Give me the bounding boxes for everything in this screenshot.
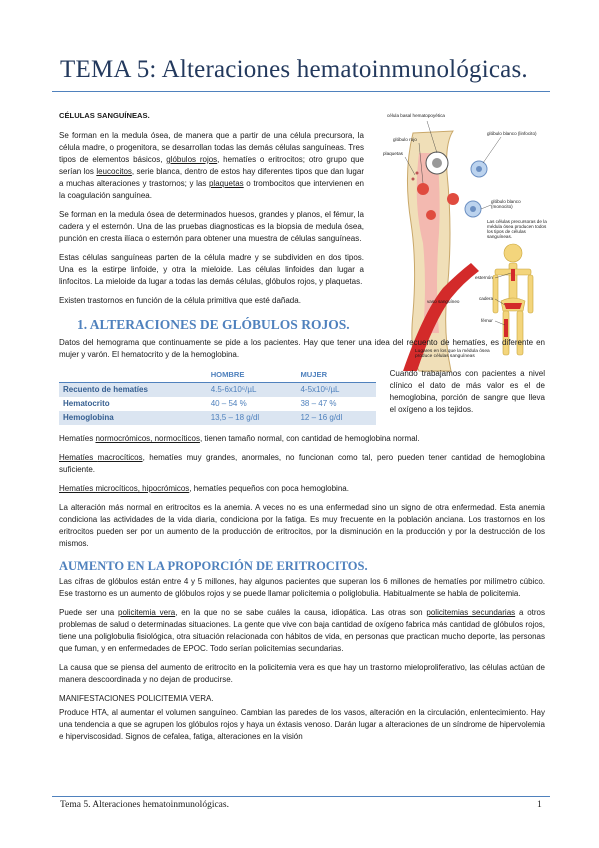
table-row <box>59 411 376 425</box>
term-normocromicos: normocrómicos, normocíticos <box>95 434 200 443</box>
paragraph-lineages: Estas células sanguíneas parten de la célula madre y se subdividen en dos tipos. Una es la estirpe linfoide, y otra la mieloide. Las células linfoides dan lugar a linfocitos. La mieloide da lugar a todas las demás células, glóbulos rojos, y plaquetas. <box>59 253 364 286</box>
cell-mujer: 38 – 47 % <box>300 399 337 408</box>
text-span: Hematíes <box>59 484 96 493</box>
text-span: , hematíes o eritrocitos; otro grupo que serían los <box>59 155 364 176</box>
hemogram-table <box>59 368 376 425</box>
column-header-hombre: HOMBRE <box>207 368 297 383</box>
paragraph-hemograma: Datos del hemograma que continuamente se pide a los pacientes. Hay que tener una idea del recuento de hematíes, es diferente en mujer y varón. El hematocrito y de la hemoglobina. <box>59 338 545 359</box>
figure-label-blanco: glóbulo blanco (linfocito) <box>487 131 537 136</box>
text-span: , en la que no se sabe cuáles la causa, idiopática. Las otras son <box>175 608 427 617</box>
paragraph-causa: La causa que se piensa del aumento de eritrocito en la policitemia vera es que hay un trastorno mieloproliferativo, las células actúan de manera descoordinada y no dejan de producirse. <box>59 663 545 684</box>
term-plaquetas: plaquetas <box>208 179 244 188</box>
paragraph-normocromicos <box>59 433 545 445</box>
document-body <box>59 110 545 750</box>
cell-mujer: 4-5x10⁶/µL <box>296 383 375 398</box>
paragraph-formation <box>59 130 364 202</box>
paragraph-policitemia-tipos <box>59 607 545 655</box>
intro-column <box>59 110 364 307</box>
title-rule <box>52 91 550 92</box>
paragraph-anemia: La alteración más normal en eritrocitos es la anemia. A veces no es una enfermedad sino un signo de otra enfermedad. Esta anemia condiciona las actividades de la vida diaria, condiciona por la fatiga. Es muy frecuente en la población anciana. Los trastornos en los eritrocitos pueden ser por un aumento de la producción de eritrocitos, por la disminución en la producción y por la destrucción de los mismos. <box>59 503 545 548</box>
term-macrociticos: macrocíticos <box>97 453 143 462</box>
section-heading-celulas: CÉLULAS SANGUÍNEAS. <box>59 111 150 120</box>
text-span: Hematíes <box>59 453 98 462</box>
term-leucocitos: leucocitos <box>96 167 132 176</box>
text-span: , tienen tamaño normal, con cantidad de hemoglobina normal. <box>199 434 420 443</box>
figure-label-esternon: esternón <box>475 275 493 280</box>
term-policitemia-vera: policitemia vera <box>118 608 176 617</box>
paragraph-cifras: Las cifras de glóbulos están entre 4 y 5 millones, hay algunos pacientes que superan los 6 millones de hematíes por milímetro cúbico. Ese trastorno es un aumento de glóbulos rojos y se puede llamar policitemia o poliglobulia. Habitualmente se habla de policitemia. <box>59 577 545 598</box>
hemogram-block <box>59 368 545 425</box>
row-label: Recuento de hematíes <box>59 383 207 398</box>
table-row <box>59 383 376 398</box>
footer-title: Tema 5. Alteraciones hematoinmunológicas. <box>60 800 229 810</box>
table-corner <box>59 368 207 383</box>
figure-label-plaquetas: plaquetas <box>383 151 403 156</box>
table-row <box>59 397 376 411</box>
hemoglobin-note: Cuando trabajamos con pacientes a nivel clínico el dato de más valor es el de hemoglobina, porción de sangre que lleva el oxígeno a los tejidos. <box>389 369 545 414</box>
section-heading-globulos-rojos: 1. ALTERACIONES DE GLÓBULOS ROJOS. <box>77 317 350 332</box>
figure-label-cadera: cadera <box>479 296 494 301</box>
cell-hombre: 13,5 – 18 g/dl <box>207 411 297 425</box>
text-span: Se forman en la medula ósea, de manera que a partir de una célula precursora, la célula madre, o progenitora, se desarrollan todas las demás células sanguíneas. Tres tipos de elementos básicos, <box>59 131 364 164</box>
text-span: , hematíes muy grandes, anormales, no funcionan como tal, pero pueden tener cantidad de hemoglobina suficiente. <box>59 453 545 474</box>
figure-label-femur: fémur <box>481 318 493 323</box>
row-label: Hematocrito <box>63 399 110 408</box>
paragraph-disorders: Existen trastornos en función de la célula primitiva que esté dañada. <box>59 296 301 305</box>
paragraph-bones: Se forman en la medula ósea de determinados huesos, grandes y planos, el fémur, la cadera y el esternón. Una de las pruebas diagnosticas es la biopsia de medula ósea, punción en cresta ilíaca o esternón para obtener una muestra de células sanguíneas. <box>59 210 364 243</box>
cell-hombre: 4.5-6x10⁶/µL <box>207 383 297 398</box>
column-header-mujer: MUJER <box>296 368 375 383</box>
subheading-manifestaciones: MANIFESTACIONES POLICITEMIA VERA. <box>59 694 214 703</box>
text-span: a otros problemas de salud o determinadas situaciones. La gente que vive con baja cantidad de oxígeno fabrica más cantidad de glóbulos rojos, tiene una poliglobulia fisiológica, otra situación relacionada con hábitos de vida, en personas que practican mucho deporte, las personas que fuman, y en enfermedades de EPOC. Todo serían policitemias secundarias. <box>59 608 546 653</box>
footer-rule <box>52 796 550 797</box>
figure-caption: Lugares en los que la médula ósea produce células sanguíneas <box>415 349 490 360</box>
text-span: Puede ser una <box>59 608 119 617</box>
text-span: , serie blanca, dentro de estos hay diferentes tipos que dan lugar a muchas alteraciones y trastornos; y las <box>59 167 364 188</box>
page-title: TEMA 5: Alteraciones hematoinmunológicas. <box>60 56 528 83</box>
text-span: o trombocitos que intervienen en la coagulación sanguínea. <box>59 179 364 200</box>
paragraph-microciticos <box>59 483 545 495</box>
paragraph-manifestaciones: Produce HTA, al aumentar el volumen sanguíneo. Cambian las paredes de los vasos, alteración en la circulación, enlentecimiento. Hay una tendencia a que se agrupen los glóbulos rojos y haya un éxtasis venoso. Darán lugar a alteraciones de un síndrome de hipervolemia e hiperviscosidad. Signos de cefalea, fatiga, alteraciones en la visión <box>59 708 545 741</box>
figure-label-precursoras: Las células precursoras de la médula ósea producen todos los tipos de células sanguíneas. <box>487 219 547 239</box>
paragraph-macrociticos <box>59 452 545 476</box>
section-heading-aumento: AUMENTO EN LA PROPORCIÓN DE ERITROCITOS. <box>59 559 368 573</box>
text-span: Hematíes <box>59 434 96 443</box>
term-microciticos: microcíticos, hipocrómicos <box>95 484 190 493</box>
term-globulos-rojos: glóbulos rojos <box>166 155 218 164</box>
row-label: Hemoglobina <box>59 411 207 425</box>
term-policitemias-secundarias: policitemias secundarias <box>426 608 516 617</box>
text-span: , hematíes pequeños con poca hemoglobina. <box>189 484 349 493</box>
figure-label-blanco2: glóbulo blanco (monocito) <box>491 199 521 209</box>
cell-hombre: 40 – 54 % <box>210 399 247 408</box>
cell-mujer: 12 – 16 g/dl <box>296 411 375 425</box>
figure-label-rojo: glóbulo rojo <box>393 137 417 142</box>
page-number: 1 <box>537 800 542 810</box>
figure-label-vaso: vaso sanguíneo <box>427 299 460 304</box>
figure-label-basal: célula basal hematopoyética <box>387 113 445 118</box>
